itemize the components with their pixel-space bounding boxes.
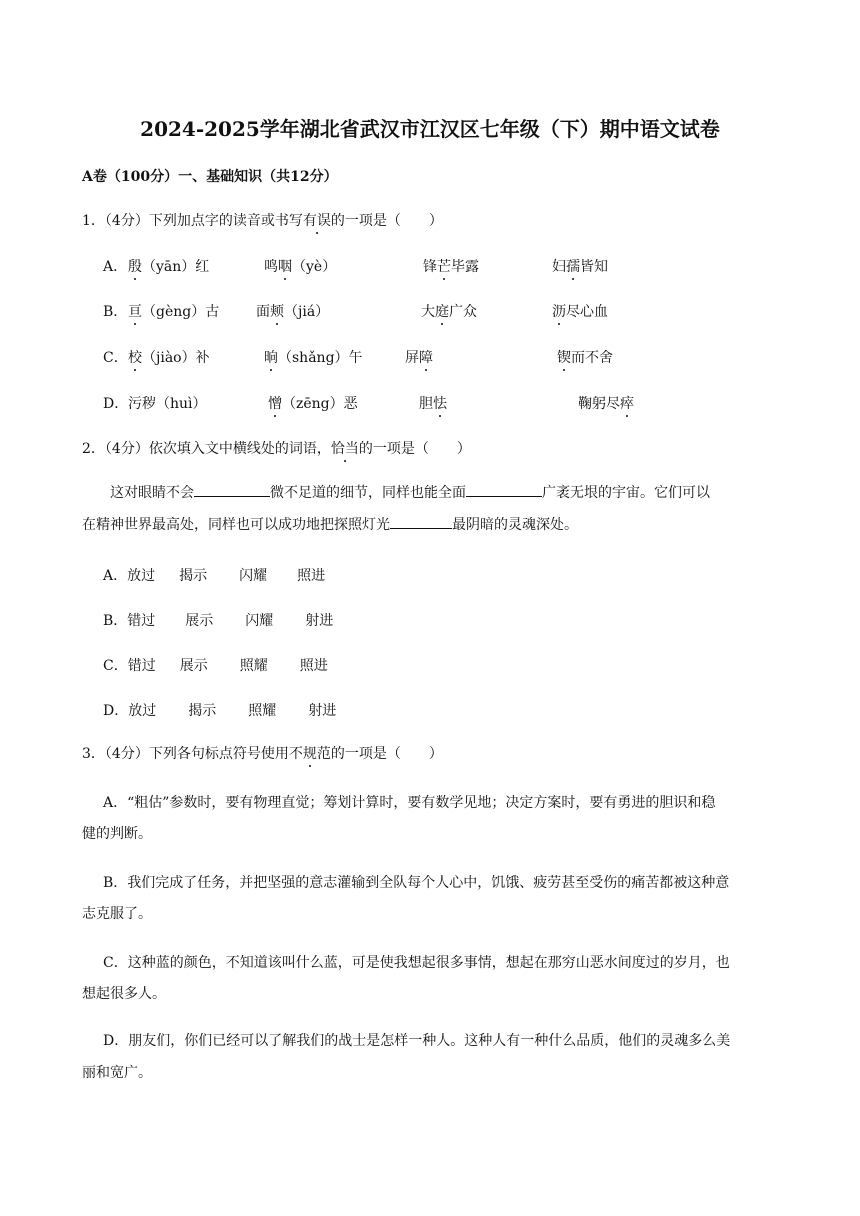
question-1-stem	[82, 210, 443, 230]
blank-1	[194, 481, 270, 497]
q1-option-b-item-2: 面颊（jiá）	[256, 304, 330, 320]
question-2-stem: 2．（4分）依次填入文中横线处的词语，恰当的一项是（ ）	[82, 441, 471, 457]
q1-option-c-item-2: 晌（shǎng）午	[264, 350, 363, 366]
section-heading: A卷（100分）一、基础知识（共12分）	[82, 169, 338, 185]
q1-option-a-label: A．	[103, 259, 128, 275]
q2-option-d: D．放过 揭示 照耀 射进	[103, 703, 337, 719]
q1-option-c-item-1: 校（jiào）补	[128, 350, 210, 366]
q3-option-d-line-2: 丽和宽广。	[82, 1065, 152, 1081]
q1-option-a-item-2: 鸣咽（yè）	[264, 259, 337, 275]
q1-option-c-label: C．	[103, 350, 128, 366]
q3-option-c-line-1: C．这种蓝的颜色，不知道该叫什么蓝，可是使我想起很多事情，想起在那穷山恶水间度过的岁月，也	[103, 955, 730, 971]
q1-option-a-item-3: 锋芒毕露	[423, 259, 479, 275]
q1-option-d-item-2: 憎（zēng）恶	[268, 396, 358, 412]
q1-option-c-item-4: 锲而不舍	[557, 350, 613, 366]
q1-option-b-item-1: 亘（gèng）古	[128, 304, 220, 320]
q1-stem-emphasis: 有误	[302, 213, 331, 229]
q3-option-b-line-2: 志克服了。	[82, 906, 152, 922]
question-3-stem: 3．（4分）下列各句标点符号使用不规范的一项是（ ）	[82, 746, 443, 762]
exam-title: 2024-2025学年湖北省武汉市江汉区七年级（下）期中语文试卷	[140, 117, 720, 141]
blank-2	[466, 481, 542, 497]
q3-option-b-line-1: B．我们完成了任务，并把坚强的意志灌输到全队每个人心中，饥饿、疲劳甚至受伤的痛苦都被这种意	[103, 875, 730, 891]
q1-option-a-item-4: 妇孺皆知	[552, 259, 608, 275]
q1-option-d-label: D．	[103, 396, 129, 412]
q1-option-c-item-3: 屏障	[405, 350, 433, 366]
q2-option-a: A．放过 揭示 闪耀 照进	[103, 568, 326, 584]
q2-option-b: B．错过 展示 闪耀 射进	[103, 613, 334, 629]
q1-option-a-item-1: 殷（yān）红	[128, 259, 210, 275]
q1-option-d-item-4: 鞠躬尽瘁	[578, 396, 634, 412]
q2-option-c: C．错过 展示 照耀 照进	[103, 658, 328, 674]
blank-3	[390, 513, 452, 529]
q3-option-a-line-2: 健的判断。	[82, 826, 152, 842]
q1-option-b-item-4: 沥尽心血	[552, 304, 608, 320]
q1-stem-pre: 1．（4分）下列加点字的读音或书写	[82, 213, 303, 229]
q3-option-a-line-1: A．“粗估”参数时，要有物理直觉；筹划计算时，要有数学见地；决定方案时，要有勇进的胆识和稳	[103, 795, 716, 811]
q3-option-d-line-1: D．朋友们，你们已经可以了解我们的战士是怎样一种人。这种人有一种什么品质，他们的灵魂多么美	[103, 1033, 731, 1049]
q2-passage: 这对眼睛不会 微不足道的细节，同样也能全面 广袤无垠的宇宙。它们可以 在精神世界最高处，同样也可以成功地把探照灯光 最阴暗的灵魂深处。	[82, 477, 780, 541]
q1-stem-post: 的一项是（ ）	[330, 213, 443, 229]
q1-option-d-item-3: 胆怯	[419, 396, 447, 412]
q1-option-d-item-1: 污秽（huì）	[128, 396, 207, 412]
q1-option-b-label: B．	[103, 304, 128, 320]
q3-option-c-line-2: 想起很多人。	[82, 986, 166, 1002]
q1-option-b-item-3: 大庭广众	[421, 304, 477, 320]
